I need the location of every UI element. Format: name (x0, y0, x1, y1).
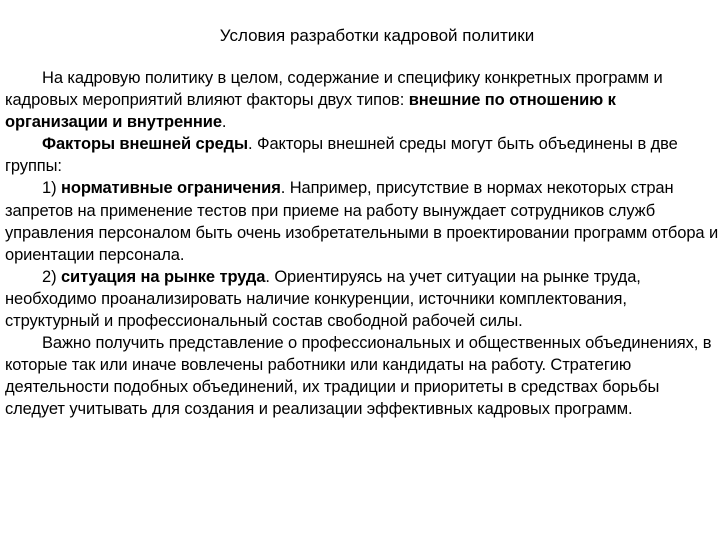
paragraph-text: На кадровую политику в целом, содержание и специфику конкретных программ и кадровых мероприятий влияют факторы двух типов: (5, 69, 663, 110)
paragraph-text: . Факторы внешней среды могут быть объединены в две группы: (5, 135, 678, 176)
paragraph-labor-market (5, 266, 720, 332)
paragraph-text: 1) (42, 179, 61, 198)
body-text (5, 67, 720, 421)
paragraph-emphasis: нормативные ограничения (60, 179, 281, 198)
paragraph-emphasis: ситуация на рынке труда (60, 267, 266, 286)
page-title: Условия разработки кадровой политики (219, 26, 535, 45)
paragraph-emphasis: Факторы внешней среды (42, 135, 249, 154)
paragraph-text: . (221, 113, 227, 132)
paragraph-text: Важно получить представление о профессиональных и общественных объединениях, в которые так или иначе вовлечены работники или кандидаты на работу. Стратегию деятельности подобных объединений, их традиции и приоритеты в средствах борьбы следует учитывать для создания и реализации эффективных кадровых программ. (5, 334, 712, 419)
paragraph-text: . Ориентируясь на учет ситуации на рынке труда, необходимо проанализировать наличие конкуренции, источники комплектования, структурный и профессиональный состав свободной рабочей силы. (5, 267, 641, 331)
paragraph-external-factors (5, 133, 720, 177)
paragraph-associations (5, 332, 720, 420)
paragraph-text: . Например, присутствие в нормах некоторых стран запретов на применение тестов при приеме на работу вынуждает сотрудников служб управления персоналом быть очень изобретательными в проектировании программ отбора и ориентации персонала. (5, 179, 719, 264)
paragraph-normative-limits (5, 177, 720, 265)
paragraph-factors-intro (5, 67, 720, 133)
paragraph-emphasis: внешние по отношению к организации и внутренние (5, 91, 616, 132)
paragraph-text: 2) (42, 267, 61, 286)
